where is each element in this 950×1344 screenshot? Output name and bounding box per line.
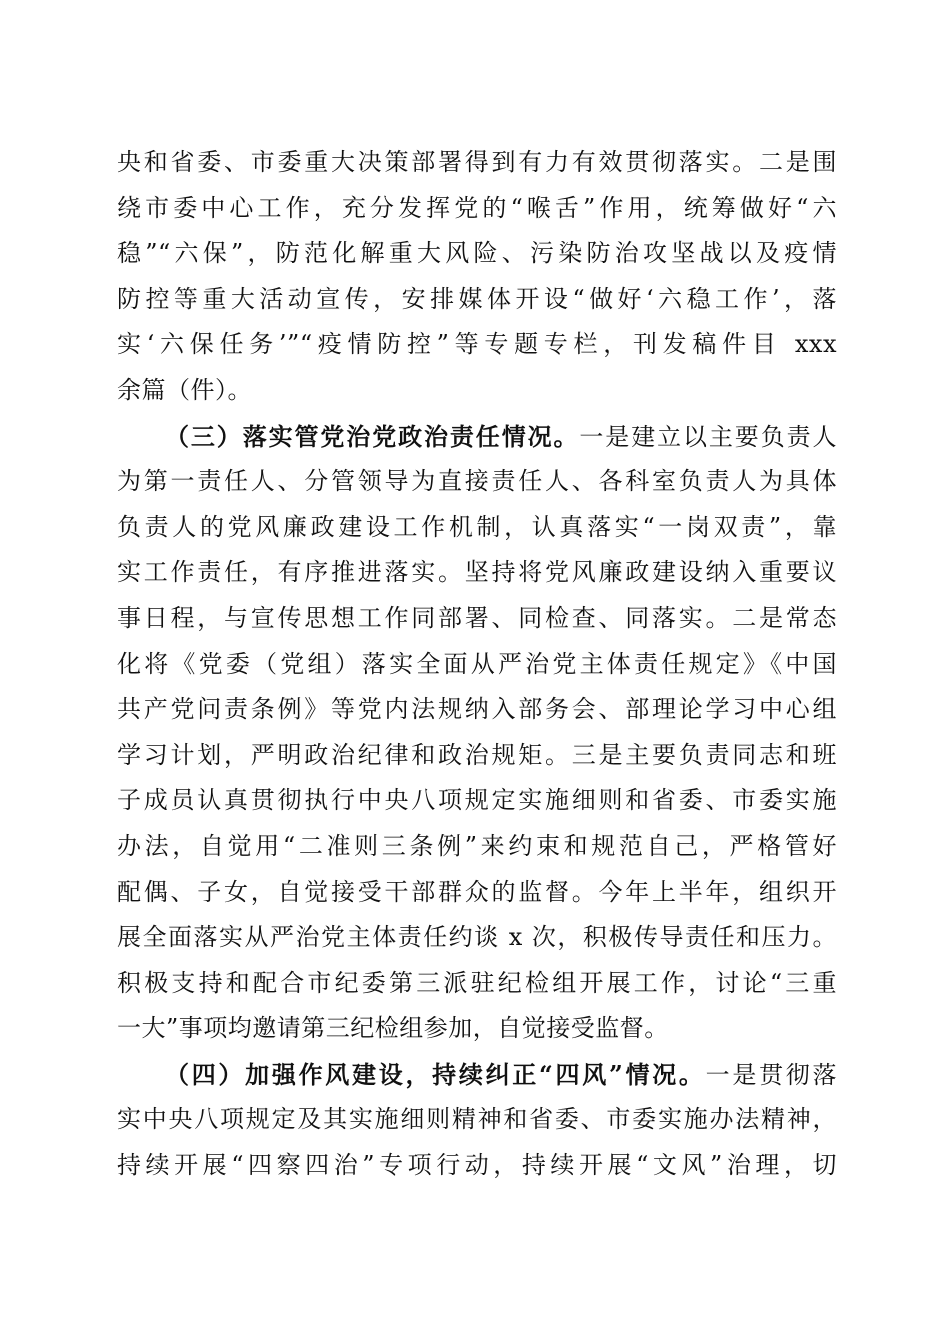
text-run: 一是贯彻落 bbox=[705, 1060, 838, 1089]
text-line: 负责人的党风廉政建设工作机制，认真落实“一岗双责”，靠 bbox=[117, 512, 837, 541]
section-heading: （四）加强作风建设，持续纠正“四风”情况。 bbox=[165, 1059, 706, 1089]
text-line: 央和省委、市委重大决策部署得到有力有效贯彻落实。二是围 bbox=[117, 148, 837, 176]
section-heading-line bbox=[117, 1052, 837, 1098]
text-line: 办法，自觉用“二准则三条例”来约束和规范自己，严格管好 bbox=[117, 831, 837, 860]
text-line: 实中央八项规定及其实施细则精神和省委、市委实施办法精神， bbox=[117, 1105, 837, 1134]
text-line: 防控等重大活动宣传，安排媒体开设“做好‘六稳工作’，落 bbox=[117, 284, 837, 313]
text-line: 实‘六保任务’”“疫情防控”等专题专栏，刊发稿件目 xxx bbox=[117, 330, 837, 359]
document-body bbox=[117, 140, 837, 1189]
text-line: 绕市委中心工作，充分发挥党的“喉舌”作用，统筹做好“六 bbox=[117, 193, 837, 222]
text-line: 展全面落实从严治党主体责任约谈 x 次，积极传导责任和压力。 bbox=[117, 923, 837, 952]
text-line: 为第一责任人、分管领导为直接责任人、各科室负责人为具体 bbox=[117, 467, 837, 496]
text-line: 稳”“六保”，防范化解重大风险、污染防治攻坚战以及疫情 bbox=[117, 239, 837, 268]
text-line: 化将《党委（党组）落实全面从严治党主体责任规定》《中国 bbox=[117, 649, 837, 678]
text-line: 共产党问责条例》等党内法规纳入部务会、部理论学习中心组 bbox=[117, 695, 837, 724]
text-run: 一是建立以主要负责人 bbox=[579, 422, 838, 451]
text-line: 一大”事项均邀请第三纪检组参加，自觉接受监督。 bbox=[117, 1014, 669, 1043]
text-line: 配偶、子女，自觉接受干部群众的监督。今年上半年，组织开 bbox=[117, 877, 837, 906]
text-line: 子成员认真贯彻执行中央八项规定实施细则和省委、市委实施 bbox=[117, 786, 837, 815]
text-line: 实工作责任，有序推进落实。坚持将党风廉政建设纳入重要议 bbox=[117, 558, 837, 587]
text-line: 事日程，与宣传思想工作同部署、同检查、同落实。二是常态 bbox=[117, 603, 837, 632]
text-line: 积极支持和配合市纪委第三派驻纪检组开展工作，讨论“三重 bbox=[117, 968, 837, 997]
section-heading-line bbox=[117, 414, 837, 460]
text-line: 持续开展“四察四治”专项行动，持续开展“文风”治理，切 bbox=[117, 1151, 837, 1180]
section-heading: （三）落实管党治党政治责任情况。 bbox=[165, 421, 580, 451]
text-line: 学习计划，严明政治纪律和政治规矩。三是主要负责同志和班 bbox=[117, 740, 837, 769]
text-line: 余篇（件）。 bbox=[117, 375, 252, 404]
